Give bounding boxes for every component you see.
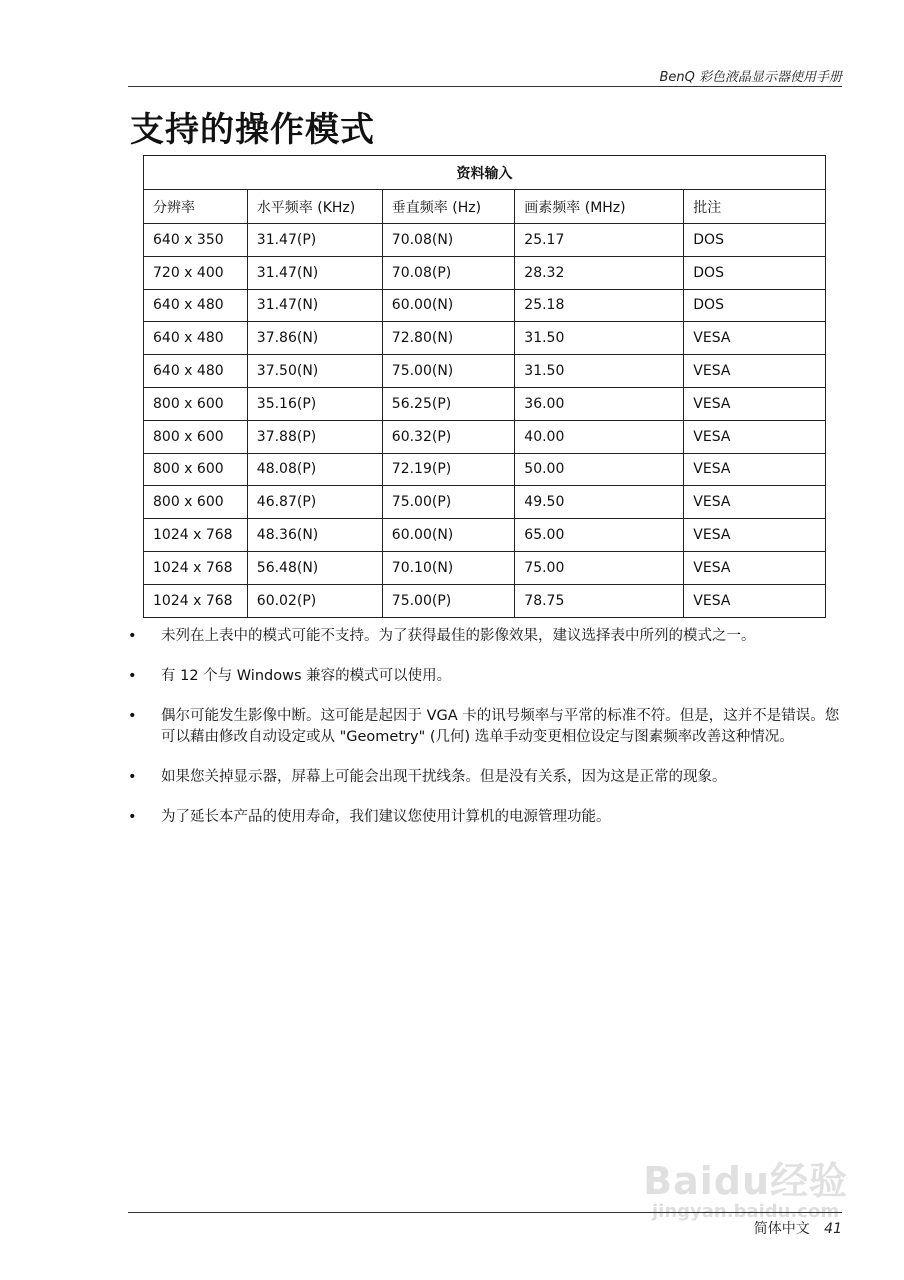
table-row: [144, 420, 826, 453]
table-cell: DOS: [684, 289, 826, 322]
table-cell: 65.00: [515, 519, 684, 552]
table-cell: VESA: [684, 420, 826, 453]
table-row: [144, 355, 826, 388]
table-row: [144, 387, 826, 420]
table-cell: DOS: [684, 224, 826, 257]
table-cell: 31.50: [515, 322, 684, 355]
table-cell: 70.10(N): [382, 551, 515, 584]
table-cell: 56.48(N): [247, 551, 382, 584]
table-cell: 28.32: [515, 256, 684, 289]
table-cell: 720 x 400: [144, 256, 248, 289]
table-cell: 70.08(P): [382, 256, 515, 289]
footer-language: 简体中文: [753, 1221, 810, 1237]
table-cell: VESA: [684, 486, 826, 519]
table-cell: 70.08(N): [382, 224, 515, 257]
table-row: [144, 289, 826, 322]
column-header: 批注: [684, 190, 826, 224]
table-cell: 1024 x 768: [144, 519, 248, 552]
footer-divider: [128, 1212, 842, 1213]
table-cell: 37.50(N): [247, 355, 382, 388]
table-cell: VESA: [684, 551, 826, 584]
table-cell: 640 x 480: [144, 322, 248, 355]
table-cell: 50.00: [515, 453, 684, 486]
table-cell: VESA: [684, 387, 826, 420]
table-cell: 800 x 600: [144, 387, 248, 420]
bullet-icon: •: [128, 769, 137, 785]
bullet-icon: •: [128, 668, 137, 684]
table-cell: 48.08(P): [247, 453, 382, 486]
column-header: 水平频率 (KHz): [247, 190, 382, 224]
table-cell: 640 x 480: [144, 289, 248, 322]
table-row: [144, 224, 826, 257]
table-cell: 72.80(N): [382, 322, 515, 355]
table-row: [144, 584, 826, 617]
table-cell: 37.88(P): [247, 420, 382, 453]
table-cell: 31.47(N): [247, 256, 382, 289]
table-cell: 1024 x 768: [144, 551, 248, 584]
table-cell: VESA: [684, 355, 826, 388]
column-header: 分辨率: [144, 190, 248, 224]
table-cell: 640 x 480: [144, 355, 248, 388]
table-cell: 60.00(N): [382, 519, 515, 552]
watermark-url: jingyan.baidu.com: [652, 1201, 840, 1222]
watermark-logo: Baidu经验: [643, 1159, 848, 1203]
table-cell: 49.50: [515, 486, 684, 519]
table-caption: 资料输入: [144, 156, 826, 190]
table-cell: 31.47(P): [247, 224, 382, 257]
running-header: BenQ 彩色液晶显示器使用手册: [659, 70, 842, 85]
table-cell: 800 x 600: [144, 486, 248, 519]
note-item: [128, 706, 844, 748]
table-cell: 37.86(N): [247, 322, 382, 355]
note-item: [128, 807, 844, 828]
table-cell: VESA: [684, 519, 826, 552]
header-divider: [128, 86, 842, 87]
note-item: [128, 666, 844, 687]
note-item: [128, 626, 844, 647]
table-cell: 75.00(N): [382, 355, 515, 388]
table-cell: 60.00(N): [382, 289, 515, 322]
table-cell: DOS: [684, 256, 826, 289]
bullet-icon: •: [128, 809, 137, 825]
table-cell: 72.19(P): [382, 453, 515, 486]
table-cell: 60.32(P): [382, 420, 515, 453]
table-cell: 640 x 350: [144, 224, 248, 257]
note-text: 如果您关掉显示器，屏幕上可能会出现干扰线条。但是没有关系，因为这是正常的现象。: [161, 769, 727, 785]
table-body: [144, 224, 826, 618]
table-cell: 56.25(P): [382, 387, 515, 420]
table-row: [144, 519, 826, 552]
table-row: [144, 486, 826, 519]
table-row: [144, 551, 826, 584]
table-cell: 31.47(N): [247, 289, 382, 322]
table-cell: 40.00: [515, 420, 684, 453]
table-cell: 800 x 600: [144, 453, 248, 486]
table-cell: 75.00(P): [382, 486, 515, 519]
table-cell: 800 x 600: [144, 420, 248, 453]
table-header-row: [144, 190, 826, 224]
table-row: [144, 256, 826, 289]
column-header: 画素频率 (MHz): [515, 190, 684, 224]
table-cell: VESA: [684, 584, 826, 617]
table-cell: 75.00: [515, 551, 684, 584]
page-title: 支持的操作模式: [130, 110, 375, 150]
page-number: 41: [824, 1221, 842, 1237]
table-cell: 36.00: [515, 387, 684, 420]
table-cell: 25.18: [515, 289, 684, 322]
note-text: 为了延长本产品的使用寿命，我们建议您使用计算机的电源管理功能。: [161, 809, 611, 825]
table-cell: 48.36(N): [247, 519, 382, 552]
table-cell: 60.02(P): [247, 584, 382, 617]
operating-modes-table: [143, 155, 826, 618]
table-cell: VESA: [684, 322, 826, 355]
table-cell: 1024 x 768: [144, 584, 248, 617]
page-footer: [754, 1218, 842, 1238]
table-cell: 35.16(P): [247, 387, 382, 420]
bullet-icon: •: [128, 708, 137, 724]
table-row: [144, 453, 826, 486]
bullet-icon: •: [128, 628, 137, 644]
note-text: 有 12 个与 Windows 兼容的模式可以使用。: [161, 668, 452, 684]
note-text: 未列在上表中的模式可能不支持。为了获得最佳的影像效果，建议选择表中所列的模式之一。: [161, 628, 756, 644]
table-cell: 78.75: [515, 584, 684, 617]
table-cell: VESA: [684, 453, 826, 486]
table-cell: 31.50: [515, 355, 684, 388]
table-cell: 75.00(P): [382, 584, 515, 617]
table-cell: 25.17: [515, 224, 684, 257]
table-row: [144, 322, 826, 355]
column-header: 垂直频率 (Hz): [382, 190, 515, 224]
note-text: 偶尔可能发生影像中断。这可能是起因于 VGA 卡的讯号频率与平常的标准不符。但是，这并不是错误。您可以藉由修改自动设定或从 "Geometry" (几何) 选单手动变更相位设定与图素频率改善这种情况。: [161, 708, 840, 745]
table-cell: 46.87(P): [247, 486, 382, 519]
notes-list: [128, 626, 844, 847]
note-item: [128, 767, 844, 788]
